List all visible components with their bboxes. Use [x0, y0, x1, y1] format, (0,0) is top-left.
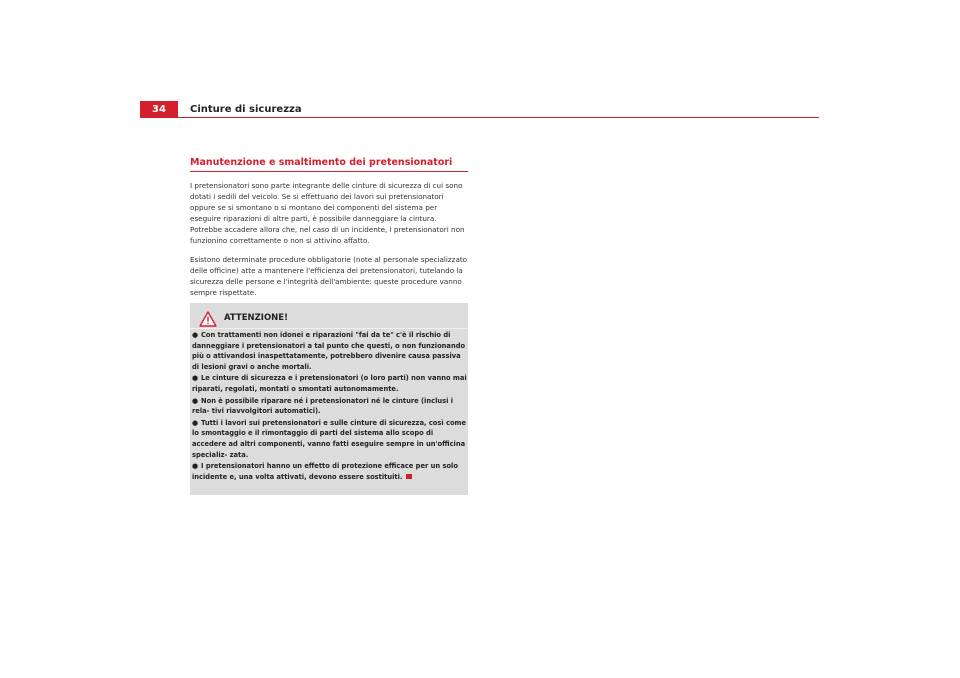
warning-item-text: Con trattamenti non idonei e riparazioni "fai da te" c'è il rischio di danneggiare i pretensionatori a tal punto che questi, o non funzionando più o attivandosi inaspettatamente, potrebbero divenire causa passiva di lesioni gravi o anche mortali.	[192, 331, 466, 371]
bullet-icon: ●	[192, 331, 199, 339]
header-divider	[178, 117, 819, 118]
bullet-icon: ●	[192, 462, 199, 471]
warning-box	[190, 303, 468, 495]
warning-item-text: Non è possibile riparare né i pretensionatori né le cinture (inclusi i rela- tivi riavvolgitori automatici).	[192, 396, 454, 416]
page-number-badge: 34	[140, 101, 178, 118]
bullet-icon: ●	[192, 418, 199, 427]
warning-item-text: Le cinture di sicurezza e i pretensionatori (o loro parti) non vanno mai riparati, regolati, montati o smontati autonomamente.	[192, 374, 467, 393]
end-of-section-icon	[406, 474, 412, 479]
paragraph: I pretensionatori sono parte integrante delle cinture di sicurezza di cui sono dotati i sedili del veicolo. Se si effettuano dei lavori sui pretensionatori oppure se si smontano o si montano dei componenti del sistema per eseguire riparazioni di altre parti, è possibile danneggiare la cintura. Potrebbe accadere allora che, nel caso di un incidente, i pretensionatori non funzionino correttamente o non si attivino affatto.	[190, 181, 465, 245]
warning-item	[192, 330, 468, 372]
bullet-icon: ●	[192, 374, 199, 383]
warning-triangle-icon	[199, 311, 217, 327]
warning-separator	[190, 328, 468, 329]
warning-item-text: I pretensionatori hanno un effetto di protezione efficace per un solo incidente e, una volta attivati, devono essere sostituiti.	[192, 462, 458, 481]
section-body	[190, 180, 468, 306]
bullet-icon: ●	[192, 396, 199, 405]
warning-list	[190, 330, 468, 483]
chapter-title: Cinture di sicurezza	[190, 104, 302, 115]
warning-label: ATTENZIONE!	[224, 313, 288, 323]
paragraph: Esistono determinate procedure obbligatorie (note al personale specializzato delle officine) atte a mantenere l'efficienza dei pretensionatori, tutelando la sicurezza delle persone e l'integrità dell'ambiente: queste procedure vanno sempre rispettate.	[190, 255, 468, 297]
warning-item	[192, 418, 468, 460]
warning-item	[192, 461, 468, 482]
warning-item	[192, 373, 468, 394]
warning-item	[192, 396, 468, 417]
warning-item-text: Tutti i lavori sui pretensionatori e sulle cinture di sicurezza, così come lo smontaggio e il rimontaggio di parti del sistema allo scopo di accedere ad altri componenti, vanno fatti eseguire sempre in un'officina specializ- zata.	[192, 418, 467, 459]
warning-header	[190, 310, 468, 330]
section-title: Manutenzione e smaltimento dei pretensionatori	[190, 157, 468, 172]
